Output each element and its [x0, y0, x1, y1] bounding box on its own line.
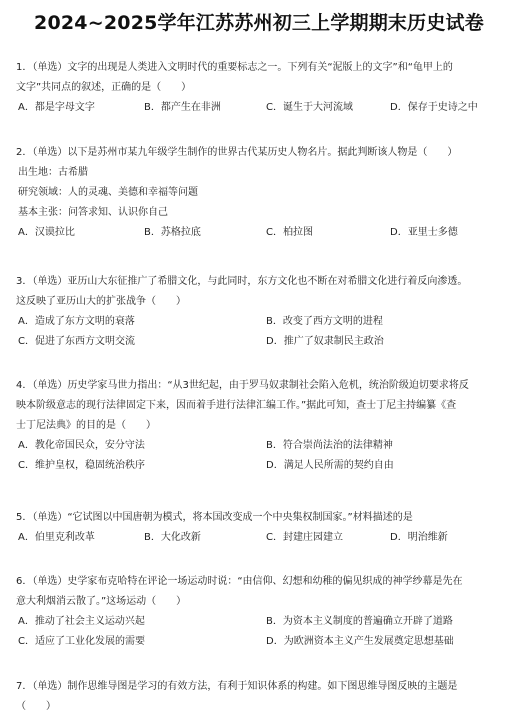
option-b[interactable]: B．符合崇尚法治的法律精神	[266, 440, 393, 451]
option-b[interactable]: B．都产生在非洲	[144, 102, 221, 113]
question-stem: 1．（单选）文字的出现是人类进入文明时代的重要标志之一。下列有关“泥版上的文字”和“龟甲上的	[16, 62, 453, 73]
question-stem: 士丁尼法典》的目的是（ ）	[16, 420, 156, 431]
question-stem: 意大利烟消云散了。”这场运动（ ）	[16, 596, 187, 607]
question-stem: 7．（单选）制作思维导图是学习的有效方法，有利于知识体系的构建。如下图思维导图反映的主题是	[16, 681, 458, 692]
question-1	[16, 58, 510, 118]
options-row	[16, 528, 510, 548]
option-a[interactable]: A．造成了东方文明的衰落	[18, 316, 135, 327]
profile-line: 基本主张：问答求知、认识你自己	[18, 207, 168, 218]
question-stem: 2．（单选）以下是苏州市某九年级学生制作的世界古代某历史人物名片。据此判断该人物是（ ）	[16, 147, 458, 158]
options-row	[16, 456, 510, 476]
question-stem: 6．（单选）史学家布克哈特在评论一场运动时说：“由信仰、幻想和幼稚的偏见织成的神学纱幕是先在	[16, 576, 463, 587]
option-a[interactable]: A．汉谟拉比	[18, 227, 75, 238]
option-c[interactable]: C．封建庄园建立	[266, 532, 343, 543]
option-a[interactable]: A．推动了社会主义运动兴起	[18, 616, 145, 627]
question-stem: 5．（单选）“它试图以中国唐朝为模式，将本国改变成一个中央集权制国家。”材料描述的是	[16, 512, 413, 523]
options-row	[16, 436, 510, 456]
question-5	[16, 508, 510, 548]
question-7	[16, 677, 510, 717]
option-a[interactable]: A．教化帝国民众，安分守法	[18, 440, 145, 451]
question-3	[16, 272, 510, 352]
question-stem: 3．（单选）亚历山大东征推广了希腊文化，与此同时，东方文化也不断在对希腊文化进行着反向渗透。	[16, 276, 468, 287]
option-d[interactable]: D．保存于史诗之中	[390, 102, 478, 113]
option-c[interactable]: C．维护皇权，稳固统治秩序	[18, 460, 145, 471]
option-b[interactable]: B．改变了西方文明的进程	[266, 316, 383, 327]
option-d[interactable]: D．明治维新	[390, 532, 448, 543]
question-stem: 4．（单选）历史学家马世力指出：“从3世纪起，由于罗马奴隶制社会陷入危机，统治阶级迫切要求将反	[16, 380, 469, 391]
option-a[interactable]: A．伯里克利改革	[18, 532, 95, 543]
options-row	[16, 632, 510, 652]
page-title: 2024~2025学年江苏苏州初三上学期期末历史试卷	[34, 12, 484, 34]
question-4	[16, 376, 510, 476]
question-2	[16, 143, 510, 243]
options-row	[16, 98, 510, 118]
options-row	[16, 312, 510, 332]
options-row	[16, 332, 510, 352]
option-c[interactable]: C．促进了东西方文明交流	[18, 336, 135, 347]
profile-line: 研究领域：人的灵魂、美德和幸福等问题	[18, 187, 198, 198]
option-c[interactable]: C．柏拉图	[266, 227, 313, 238]
option-c[interactable]: C．诞生于大河流域	[266, 102, 353, 113]
question-stem: 文字”共同点的叙述，正确的是（ ）	[16, 82, 192, 93]
options-row	[16, 612, 510, 632]
option-b[interactable]: B．大化改新	[144, 532, 201, 543]
option-d[interactable]: D．为欧洲资本主义产生发展奠定思想基础	[266, 636, 454, 647]
option-b[interactable]: B．苏格拉底	[144, 227, 201, 238]
option-a[interactable]: A．都是字母文字	[18, 102, 95, 113]
question-stem: 映本阶级意志的现行法律固定下来，因而着手进行法律汇编工作。”据此可知，查士丁尼主持编纂《查	[16, 400, 457, 411]
option-d[interactable]: D．满足人民所需的契约自由	[266, 460, 394, 471]
question-6	[16, 572, 510, 652]
question-stem: 这反映了亚历山大的扩张战争（ ）	[16, 296, 186, 307]
profile-line: 出生地：古希腊	[18, 167, 88, 178]
option-d[interactable]: D．亚里士多德	[390, 227, 458, 238]
option-b[interactable]: B．为资本主义制度的普遍确立开辟了道路	[266, 616, 453, 627]
option-d[interactable]: D．推广了奴隶制民主政治	[266, 336, 384, 347]
option-c[interactable]: C．适应了工业化发展的需要	[18, 636, 145, 647]
options-row	[16, 223, 510, 243]
question-stem: （ ）	[16, 701, 56, 712]
